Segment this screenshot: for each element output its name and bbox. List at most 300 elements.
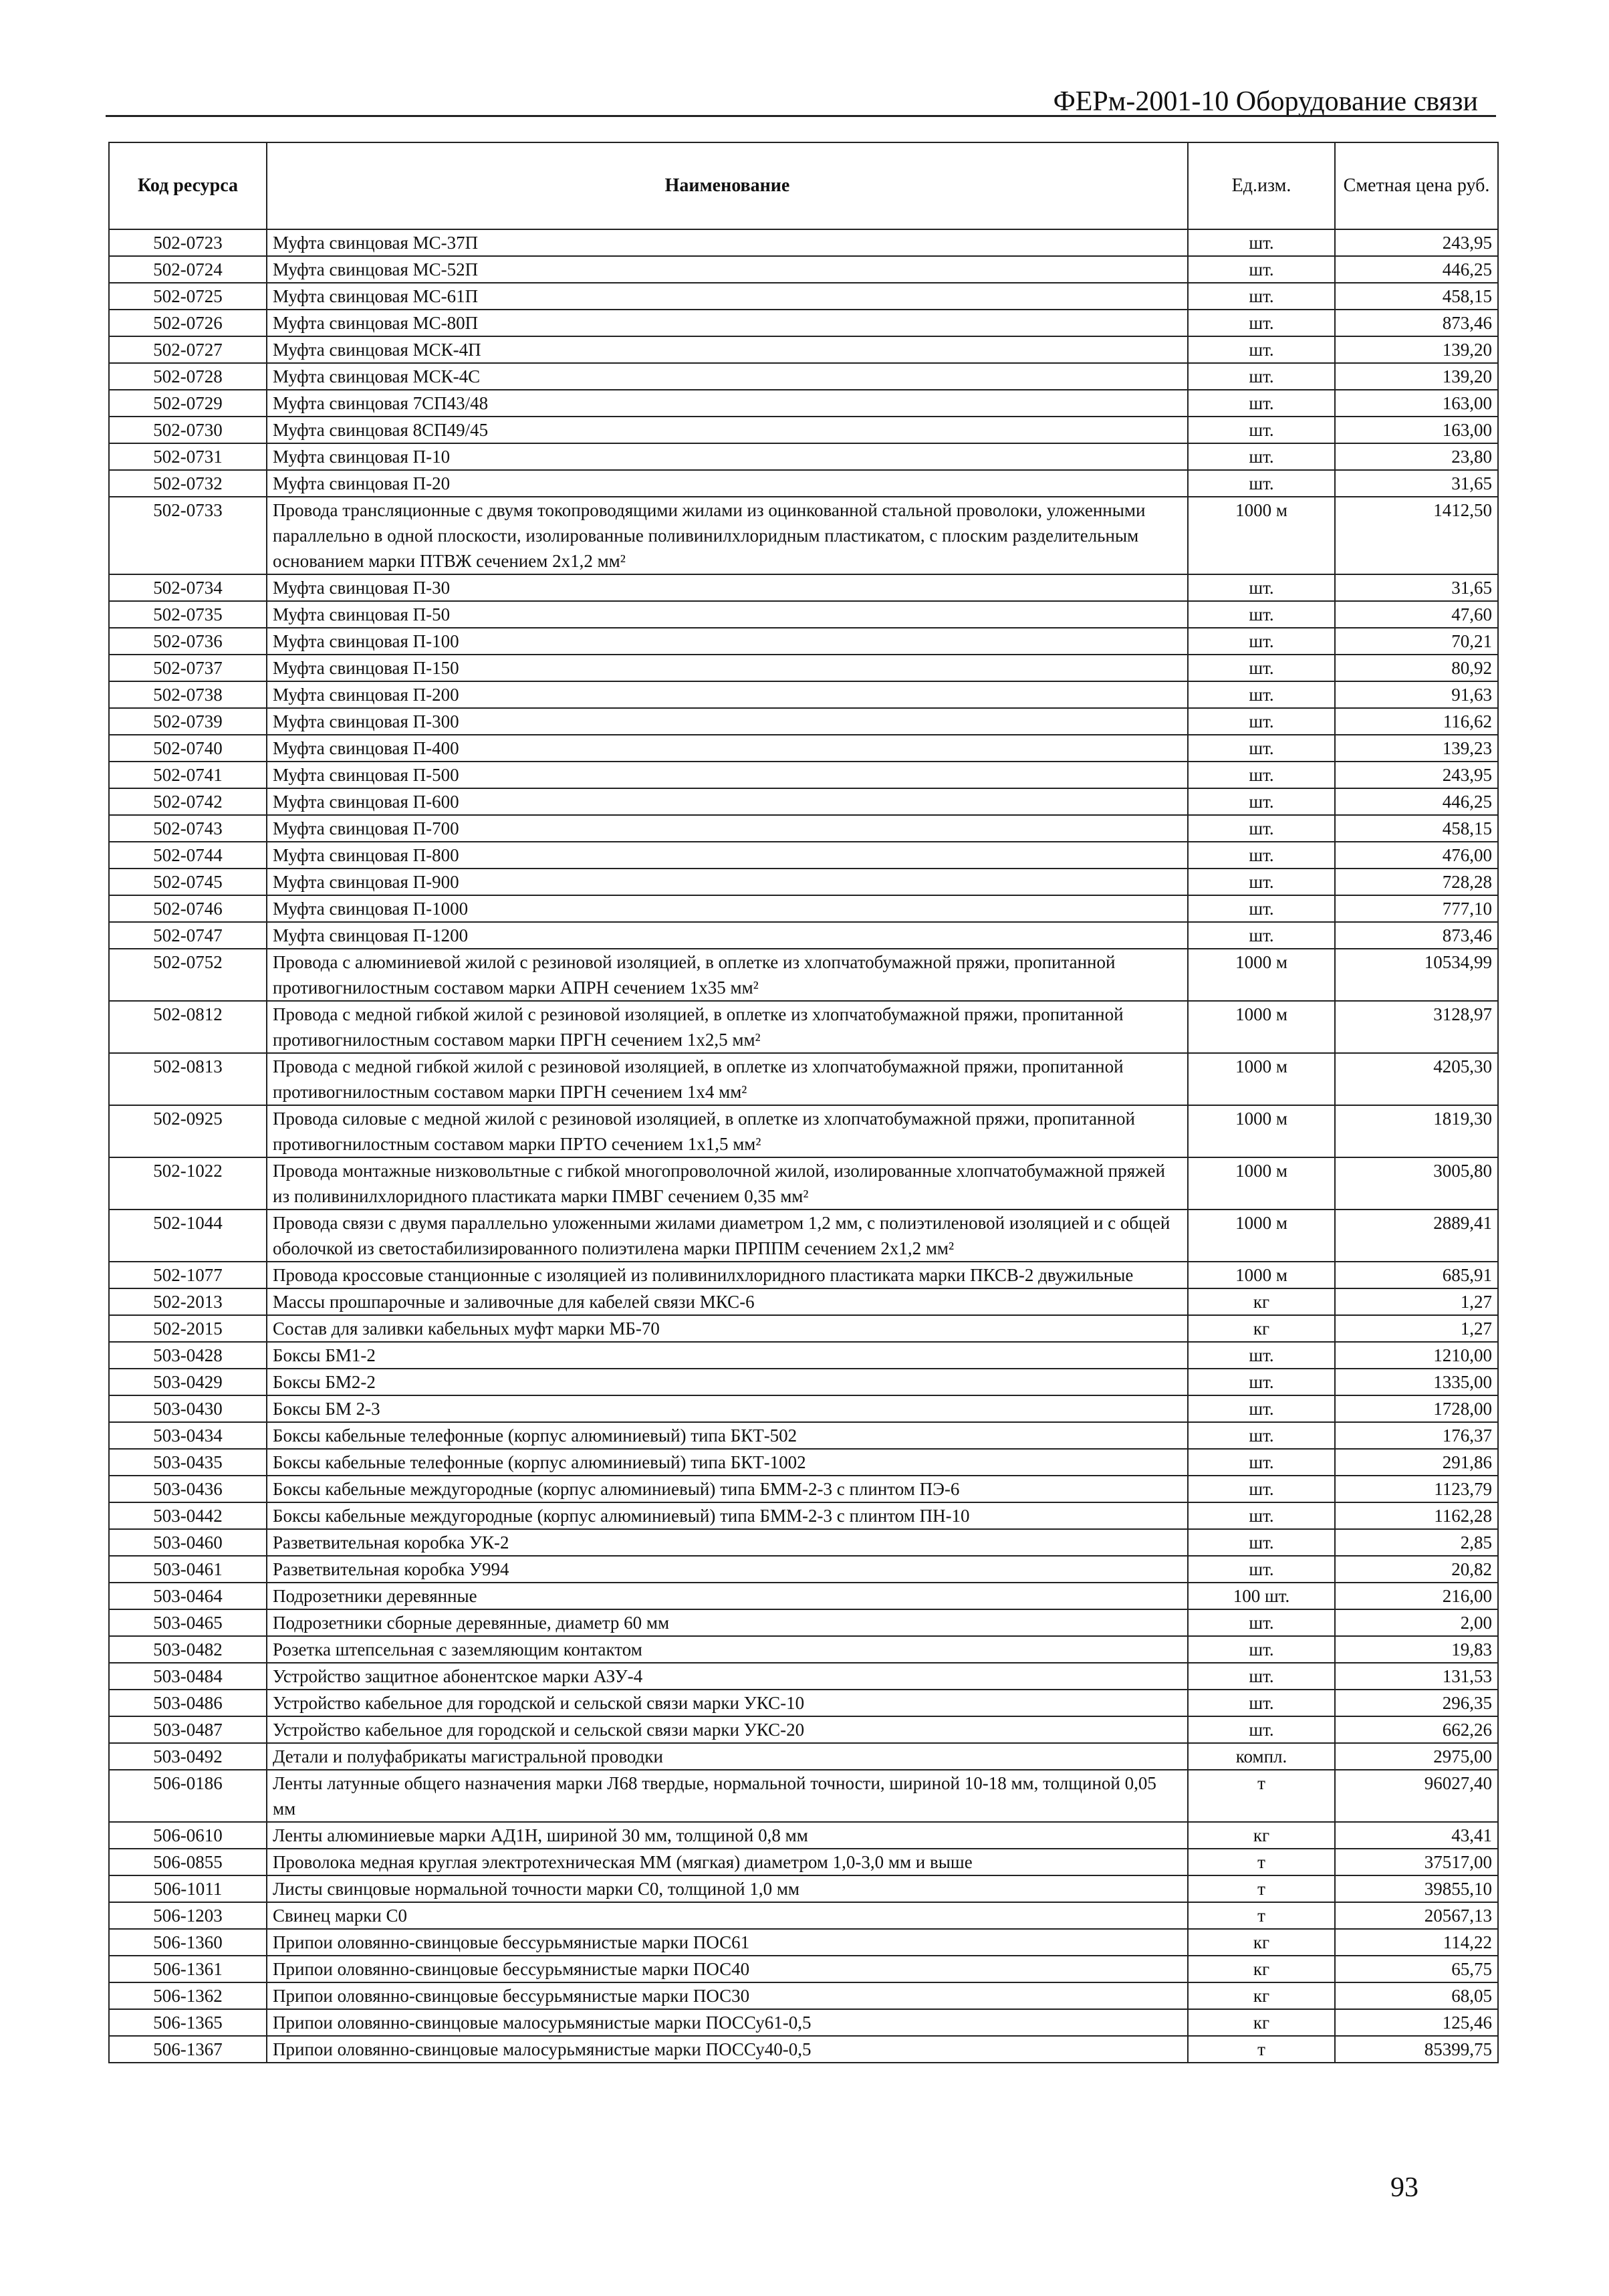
table-row (109, 1875, 1498, 1902)
estimated-price: 777,10 (1335, 895, 1498, 922)
unit-of-measure: кг (1188, 1822, 1335, 1849)
estimated-price: 1,27 (1335, 1315, 1498, 1342)
estimated-price: 91,63 (1335, 681, 1498, 708)
unit-of-measure: 1000 м (1188, 1262, 1335, 1288)
table-row (109, 735, 1498, 762)
estimated-price: 458,15 (1335, 815, 1498, 842)
unit-of-measure: т (1188, 1849, 1335, 1875)
table-row (109, 1902, 1498, 1929)
unit-of-measure: шт. (1188, 336, 1335, 363)
estimated-price: 116,62 (1335, 708, 1498, 735)
estimated-price: 243,95 (1335, 229, 1498, 256)
estimated-price: 2975,00 (1335, 1743, 1498, 1770)
resource-code: 506-1367 (109, 2036, 267, 2063)
unit-of-measure: 1000 м (1188, 1105, 1335, 1157)
resource-code: 503-0482 (109, 1636, 267, 1663)
estimated-price: 80,92 (1335, 655, 1498, 681)
unit-of-measure: шт. (1188, 708, 1335, 735)
unit-of-measure: шт. (1188, 922, 1335, 949)
resource-code: 503-0486 (109, 1690, 267, 1716)
resource-name: Боксы кабельные междугородные (корпус алюминиевый) типа БММ-2-3 с плинтом ПЭ-6 (267, 1476, 1188, 1502)
unit-of-measure: 1000 м (1188, 1053, 1335, 1105)
resource-name: Детали и полуфабрикаты магистральной проводки (267, 1743, 1188, 1770)
resource-name: Муфта свинцовая П-700 (267, 815, 1188, 842)
resource-code: 506-1361 (109, 1956, 267, 1982)
unit-of-measure: т (1188, 2036, 1335, 2063)
resource-name: Муфта свинцовая МС-52П (267, 256, 1188, 283)
table-row (109, 1956, 1498, 1982)
unit-of-measure: 1000 м (1188, 1001, 1335, 1053)
estimated-price: 458,15 (1335, 283, 1498, 310)
estimated-price: 1819,30 (1335, 1105, 1498, 1157)
resource-name: Муфта свинцовая МС-61П (267, 283, 1188, 310)
unit-of-measure: шт. (1188, 574, 1335, 601)
resource-name: Розетка штепсельная с заземляющим контактом (267, 1636, 1188, 1663)
resource-code: 502-0728 (109, 363, 267, 390)
resource-code: 502-0724 (109, 256, 267, 283)
table-row (109, 390, 1498, 417)
resource-name: Муфта свинцовая МСК-4С (267, 363, 1188, 390)
estimated-price: 139,23 (1335, 735, 1498, 762)
resource-code: 502-0740 (109, 735, 267, 762)
resource-code: 502-0727 (109, 336, 267, 363)
unit-of-measure: 1000 м (1188, 1210, 1335, 1262)
estimated-price: 139,20 (1335, 363, 1498, 390)
estimated-price: 43,41 (1335, 1822, 1498, 1849)
resource-code: 502-1044 (109, 1210, 267, 1262)
unit-of-measure: шт. (1188, 869, 1335, 895)
unit-of-measure: шт. (1188, 283, 1335, 310)
estimated-price: 873,46 (1335, 310, 1498, 336)
resource-name: Муфта свинцовая МС-80П (267, 310, 1188, 336)
resource-code: 502-0733 (109, 497, 267, 574)
table-row (109, 1053, 1498, 1105)
resource-code: 502-0925 (109, 1105, 267, 1157)
estimated-price: 68,05 (1335, 1982, 1498, 2009)
table-row (109, 601, 1498, 628)
resource-name: Муфта свинцовая П-800 (267, 842, 1188, 869)
resource-name: Провода с медной гибкой жилой с резиновой изоляцией, в оплетке из хлопчатобумажной пряжи, пропитанной противогнилостным составом марки ПРГН сечением 1х2,5 мм² (267, 1001, 1188, 1053)
table-row (109, 1982, 1498, 2009)
unit-of-measure: шт. (1188, 762, 1335, 788)
resource-code: 503-0484 (109, 1663, 267, 1690)
resource-name: Ленты алюминиевые марки АД1Н, шириной 30 мм, толщиной 0,8 мм (267, 1822, 1188, 1849)
estimated-price: 31,65 (1335, 470, 1498, 497)
resource-name: Боксы БМ 2-3 (267, 1395, 1188, 1422)
estimated-price: 70,21 (1335, 628, 1498, 655)
table-row (109, 1822, 1498, 1849)
resource-code: 502-0730 (109, 417, 267, 443)
unit-of-measure: шт. (1188, 628, 1335, 655)
table-row (109, 1342, 1498, 1369)
resource-code: 502-0744 (109, 842, 267, 869)
unit-of-measure: кг (1188, 1315, 1335, 1342)
resource-code: 502-0734 (109, 574, 267, 601)
estimated-price: 446,25 (1335, 256, 1498, 283)
resource-name: Муфта свинцовая П-10 (267, 443, 1188, 470)
resource-code: 506-0855 (109, 1849, 267, 1875)
resource-code: 506-0610 (109, 1822, 267, 1849)
unit-of-measure: компл. (1188, 1743, 1335, 1770)
table-row (109, 1849, 1498, 1875)
resource-name: Ленты латунные общего назначения марки Л68 твердые, нормальной точности, шириной 10-18 мм, толщиной 0,05 мм (267, 1770, 1188, 1822)
resource-name: Подрозетники деревянные (267, 1583, 1188, 1609)
estimated-price: 23,80 (1335, 443, 1498, 470)
resource-name: Муфта свинцовая П-20 (267, 470, 1188, 497)
resource-code: 506-1203 (109, 1902, 267, 1929)
estimated-price: 1,27 (1335, 1288, 1498, 1315)
resource-name: Припои оловянно-свинцовые малосурьмянистые марки ПОССу40-0,5 (267, 2036, 1188, 2063)
unit-of-measure: т (1188, 1902, 1335, 1929)
table-body (109, 229, 1498, 2063)
resource-name: Припои оловянно-свинцовые бессурьмянистые марки ПОС30 (267, 1982, 1188, 2009)
resource-code: 502-0731 (109, 443, 267, 470)
resource-code: 502-0743 (109, 815, 267, 842)
table-row (109, 310, 1498, 336)
table-row (109, 336, 1498, 363)
table-row (109, 708, 1498, 735)
estimated-price: 139,20 (1335, 336, 1498, 363)
resource-code: 502-0735 (109, 601, 267, 628)
document-title: ФЕРм-2001-10 Оборудование связи (1053, 86, 1478, 117)
estimated-price: 131,53 (1335, 1663, 1498, 1690)
resource-code: 502-0741 (109, 762, 267, 788)
resource-code: 502-0812 (109, 1001, 267, 1053)
estimated-price: 114,22 (1335, 1929, 1498, 1956)
unit-of-measure: шт. (1188, 1369, 1335, 1395)
resource-code: 503-0465 (109, 1609, 267, 1636)
table-row (109, 1395, 1498, 1422)
column-header-code: Код ресурса (109, 142, 267, 229)
table-row (109, 949, 1498, 1001)
unit-of-measure: шт. (1188, 1449, 1335, 1476)
table-row (109, 1210, 1498, 1262)
estimated-price: 85399,75 (1335, 2036, 1498, 2063)
resource-name: Разветвительная коробка У994 (267, 1556, 1188, 1583)
unit-of-measure: 1000 м (1188, 949, 1335, 1001)
unit-of-measure: шт. (1188, 655, 1335, 681)
unit-of-measure: шт. (1188, 363, 1335, 390)
table-row (109, 1315, 1498, 1342)
resource-name: Состав для заливки кабельных муфт марки МБ-70 (267, 1315, 1188, 1342)
unit-of-measure: шт. (1188, 601, 1335, 628)
unit-of-measure: шт. (1188, 443, 1335, 470)
estimated-price: 243,95 (1335, 762, 1498, 788)
resource-name: Боксы кабельные телефонные (корпус алюминиевый) типа БКТ-502 (267, 1422, 1188, 1449)
unit-of-measure: шт. (1188, 256, 1335, 283)
resource-price-table (108, 142, 1499, 2063)
resource-name: Муфта свинцовая П-900 (267, 869, 1188, 895)
resource-code: 506-1365 (109, 2009, 267, 2036)
table-row (109, 1743, 1498, 1770)
table-row (109, 497, 1498, 574)
resource-name: Муфта свинцовая П-1200 (267, 922, 1188, 949)
table-header-row (109, 142, 1498, 229)
unit-of-measure: шт. (1188, 390, 1335, 417)
resource-code: 502-0739 (109, 708, 267, 735)
table-row (109, 229, 1498, 256)
resource-name: Припои оловянно-свинцовые бессурьмянистые марки ПОС61 (267, 1929, 1188, 1956)
table-row (109, 443, 1498, 470)
resource-code: 506-1011 (109, 1875, 267, 1902)
resource-name: Муфта свинцовая П-300 (267, 708, 1188, 735)
resource-code: 503-0428 (109, 1342, 267, 1369)
resource-code: 502-2015 (109, 1315, 267, 1342)
estimated-price: 1123,79 (1335, 1476, 1498, 1502)
resource-code: 503-0434 (109, 1422, 267, 1449)
resource-code: 502-0738 (109, 681, 267, 708)
header-divider (106, 115, 1496, 117)
page-number: 93 (1390, 2172, 1418, 2203)
resource-name: Устройство защитное абонентское марки АЗУ-4 (267, 1663, 1188, 1690)
unit-of-measure: шт. (1188, 842, 1335, 869)
resource-name: Провода силовые с медной жилой с резиновой изоляцией, в оплетке из хлопчатобумажной пряжи, пропитанной противогнилостным составом марки ПРТО сечением 1х1,5 мм² (267, 1105, 1188, 1157)
table-row (109, 1001, 1498, 1053)
table-row (109, 2036, 1498, 2063)
estimated-price: 728,28 (1335, 869, 1498, 895)
table-row (109, 1288, 1498, 1315)
estimated-price: 216,00 (1335, 1583, 1498, 1609)
unit-of-measure: кг (1188, 1288, 1335, 1315)
table-row (109, 1105, 1498, 1157)
estimated-price: 163,00 (1335, 417, 1498, 443)
unit-of-measure: кг (1188, 1956, 1335, 1982)
estimated-price: 37517,00 (1335, 1849, 1498, 1875)
table-row (109, 628, 1498, 655)
estimated-price: 65,75 (1335, 1956, 1498, 1982)
table-row (109, 1556, 1498, 1583)
resource-name: Муфта свинцовая МСК-4П (267, 336, 1188, 363)
resource-name: Боксы БМ2-2 (267, 1369, 1188, 1395)
resource-code: 503-0461 (109, 1556, 267, 1583)
resource-code: 503-0435 (109, 1449, 267, 1476)
resource-name: Устройство кабельное для городской и сельской связи марки УКС-10 (267, 1690, 1188, 1716)
table-row (109, 1583, 1498, 1609)
resource-name: Муфта свинцовая П-600 (267, 788, 1188, 815)
estimated-price: 1728,00 (1335, 1395, 1498, 1422)
resource-name: Боксы кабельные телефонные (корпус алюминиевый) типа БКТ-1002 (267, 1449, 1188, 1476)
column-header-unit: Ед.изм. (1188, 142, 1335, 229)
resource-code: 502-0742 (109, 788, 267, 815)
resource-code: 503-0429 (109, 1369, 267, 1395)
resource-name: Устройство кабельное для городской и сельской связи марки УКС-20 (267, 1716, 1188, 1743)
unit-of-measure: кг (1188, 2009, 1335, 2036)
estimated-price: 2889,41 (1335, 1210, 1498, 1262)
table-row (109, 788, 1498, 815)
unit-of-measure: 1000 м (1188, 1157, 1335, 1210)
table-row (109, 655, 1498, 681)
unit-of-measure: шт. (1188, 1342, 1335, 1369)
table-row (109, 922, 1498, 949)
unit-of-measure: шт. (1188, 229, 1335, 256)
resource-name: Муфта свинцовая П-1000 (267, 895, 1188, 922)
unit-of-measure: шт. (1188, 1395, 1335, 1422)
resource-name: Проволока медная круглая электротехническая ММ (мягкая) диаметром 1,0-3,0 мм и выше (267, 1849, 1188, 1875)
table-row (109, 895, 1498, 922)
unit-of-measure: шт. (1188, 1609, 1335, 1636)
table-row (109, 2009, 1498, 2036)
resource-name: Подрозетники сборные деревянные, диаметр 60 мм (267, 1609, 1188, 1636)
resource-code: 502-0737 (109, 655, 267, 681)
estimated-price: 3005,80 (1335, 1157, 1498, 1210)
estimated-price: 125,46 (1335, 2009, 1498, 2036)
resource-name: Припои оловянно-свинцовые бессурьмянистые марки ПОС40 (267, 1956, 1188, 1982)
unit-of-measure: шт. (1188, 417, 1335, 443)
estimated-price: 10534,99 (1335, 949, 1498, 1001)
estimated-price: 685,91 (1335, 1262, 1498, 1288)
table-row (109, 283, 1498, 310)
estimated-price: 291,86 (1335, 1449, 1498, 1476)
unit-of-measure: шт. (1188, 788, 1335, 815)
table-row (109, 1716, 1498, 1743)
resource-code: 506-1362 (109, 1982, 267, 2009)
resource-code: 506-0186 (109, 1770, 267, 1822)
table-row (109, 1690, 1498, 1716)
resource-name: Листы свинцовые нормальной точности марки С0, толщиной 1,0 мм (267, 1875, 1188, 1902)
unit-of-measure: шт. (1188, 1663, 1335, 1690)
table-row (109, 1369, 1498, 1395)
unit-of-measure: шт. (1188, 1636, 1335, 1663)
table-row (109, 1157, 1498, 1210)
resource-name: Припои оловянно-свинцовые малосурьмянистые марки ПОССу61-0,5 (267, 2009, 1188, 2036)
estimated-price: 2,85 (1335, 1529, 1498, 1556)
table-row (109, 1636, 1498, 1663)
resource-code: 502-1022 (109, 1157, 267, 1210)
resource-code: 503-0464 (109, 1583, 267, 1609)
table-row (109, 574, 1498, 601)
estimated-price: 47,60 (1335, 601, 1498, 628)
resource-name: Массы прошпарочные и заливочные для кабелей связи МКС-6 (267, 1288, 1188, 1315)
table-row (109, 1422, 1498, 1449)
unit-of-measure: шт. (1188, 1690, 1335, 1716)
resource-name: Провода с медной гибкой жилой с резиновой изоляцией, в оплетке из хлопчатобумажной пряжи, пропитанной противогнилостным составом марки ПРГН сечением 1х4 мм² (267, 1053, 1188, 1105)
estimated-price: 3128,97 (1335, 1001, 1498, 1053)
estimated-price: 1162,28 (1335, 1502, 1498, 1529)
unit-of-measure: кг (1188, 1982, 1335, 2009)
resource-code: 502-0752 (109, 949, 267, 1001)
table-row (109, 869, 1498, 895)
resource-name: Муфта свинцовая П-150 (267, 655, 1188, 681)
estimated-price: 296,35 (1335, 1690, 1498, 1716)
resource-code: 503-0442 (109, 1502, 267, 1529)
unit-of-measure: шт. (1188, 735, 1335, 762)
unit-of-measure: шт. (1188, 681, 1335, 708)
estimated-price: 873,46 (1335, 922, 1498, 949)
resource-code: 506-1360 (109, 1929, 267, 1956)
table-row (109, 1770, 1498, 1822)
resource-name: Муфта свинцовая 7СП43/48 (267, 390, 1188, 417)
resource-code: 502-0746 (109, 895, 267, 922)
unit-of-measure: шт. (1188, 310, 1335, 336)
resource-code: 502-2013 (109, 1288, 267, 1315)
resource-code: 503-0460 (109, 1529, 267, 1556)
estimated-price: 4205,30 (1335, 1053, 1498, 1105)
unit-of-measure: 1000 м (1188, 497, 1335, 574)
resource-name: Провода трансляционные с двумя токопроводящими жилами из оцинкованной стальной проволоки, уложенными параллельно в одной плоскости, изолированные поливинилхлоридным пластикатом, с плоским разделительным основанием марки ПТВЖ сечением 2х1,2 мм² (267, 497, 1188, 574)
resource-name: Муфта свинцовая П-400 (267, 735, 1188, 762)
resource-name: Провода монтажные низковольтные с гибкой многопроволочной жилой, изолированные хлопчатобумажной пряжей из поливинилхлоридного пластиката марки ПМВГ сечением 0,35 мм² (267, 1157, 1188, 1210)
estimated-price: 662,26 (1335, 1716, 1498, 1743)
unit-of-measure: т (1188, 1875, 1335, 1902)
estimated-price: 2,00 (1335, 1609, 1498, 1636)
resource-name: Свинец марки С0 (267, 1902, 1188, 1929)
table-row (109, 1609, 1498, 1636)
estimated-price: 20567,13 (1335, 1902, 1498, 1929)
resource-code: 502-0729 (109, 390, 267, 417)
table-row (109, 842, 1498, 869)
estimated-price: 176,37 (1335, 1422, 1498, 1449)
estimated-price: 96027,40 (1335, 1770, 1498, 1822)
resource-name: Муфта свинцовая 8СП49/45 (267, 417, 1188, 443)
resource-code: 503-0436 (109, 1476, 267, 1502)
resource-name: Муфта свинцовая П-100 (267, 628, 1188, 655)
unit-of-measure: шт. (1188, 470, 1335, 497)
resource-name: Боксы кабельные междугородные (корпус алюминиевый) типа БММ-2-3 с плинтом ПН-10 (267, 1502, 1188, 1529)
table-row (109, 1929, 1498, 1956)
unit-of-measure: шт. (1188, 815, 1335, 842)
resource-code: 502-1077 (109, 1262, 267, 1288)
estimated-price: 163,00 (1335, 390, 1498, 417)
resource-name: Разветвительная коробка УК-2 (267, 1529, 1188, 1556)
estimated-price: 20,82 (1335, 1556, 1498, 1583)
unit-of-measure: шт. (1188, 1556, 1335, 1583)
unit-of-measure: шт. (1188, 1502, 1335, 1529)
column-header-price: Сметная цена руб. (1335, 142, 1498, 229)
resource-name: Муфта свинцовая П-30 (267, 574, 1188, 601)
table-row (109, 363, 1498, 390)
resource-code: 502-0723 (109, 229, 267, 256)
resource-code: 502-0725 (109, 283, 267, 310)
estimated-price: 1412,50 (1335, 497, 1498, 574)
table-row (109, 1476, 1498, 1502)
resource-code: 502-0747 (109, 922, 267, 949)
table-row (109, 815, 1498, 842)
resource-code: 503-0487 (109, 1716, 267, 1743)
resource-name: Муфта свинцовая МС-37П (267, 229, 1188, 256)
table-row (109, 681, 1498, 708)
estimated-price: 39855,10 (1335, 1875, 1498, 1902)
unit-of-measure: шт. (1188, 1476, 1335, 1502)
resource-name: Провода с алюминиевой жилой с резиновой изоляцией, в оплетке из хлопчатобумажной пряжи, пропитанной противогнилостным составом марки АПРН сечением 1х35 мм² (267, 949, 1188, 1001)
table-row (109, 1663, 1498, 1690)
table-row (109, 1449, 1498, 1476)
table-row (109, 1529, 1498, 1556)
unit-of-measure: шт. (1188, 1716, 1335, 1743)
estimated-price: 31,65 (1335, 574, 1498, 601)
estimated-price: 1210,00 (1335, 1342, 1498, 1369)
resource-name: Провода кроссовые станционные с изоляцией из поливинилхлоридного пластиката марки ПКСВ-2 двужильные (267, 1262, 1188, 1288)
table-row (109, 1262, 1498, 1288)
resource-code: 502-0732 (109, 470, 267, 497)
column-header-name: Наименование (267, 142, 1188, 229)
resource-name: Муфта свинцовая П-500 (267, 762, 1188, 788)
resource-code: 503-0430 (109, 1395, 267, 1422)
estimated-price: 1335,00 (1335, 1369, 1498, 1395)
resource-code: 502-0736 (109, 628, 267, 655)
unit-of-measure: шт. (1188, 1422, 1335, 1449)
resource-name: Провода связи с двумя параллельно уложенными жилами диаметром 1,2 мм, с полиэтиленовой изоляцией и с общей оболочкой из светостабилизированного полиэтилена марки ПРППМ сечением 2х1,2 мм² (267, 1210, 1188, 1262)
resource-code: 502-0726 (109, 310, 267, 336)
table-row (109, 417, 1498, 443)
resource-name: Муфта свинцовая П-200 (267, 681, 1188, 708)
table-row (109, 470, 1498, 497)
table-row (109, 762, 1498, 788)
unit-of-measure: кг (1188, 1929, 1335, 1956)
unit-of-measure: т (1188, 1770, 1335, 1822)
unit-of-measure: шт. (1188, 895, 1335, 922)
resource-code: 503-0492 (109, 1743, 267, 1770)
estimated-price: 446,25 (1335, 788, 1498, 815)
